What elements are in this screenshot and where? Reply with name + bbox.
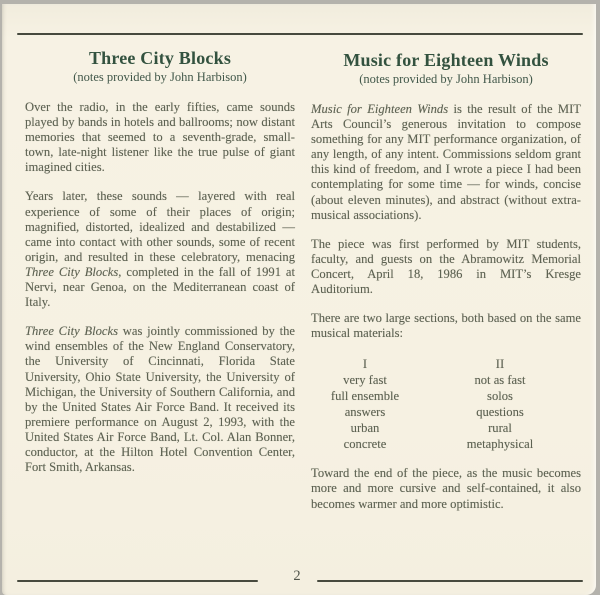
section-cell: urban [350, 421, 380, 436]
section-cell: metaphysical [466, 437, 534, 452]
section-cell: questions [476, 405, 524, 420]
sections-comparison-table [311, 356, 581, 452]
top-horizontal-rule [17, 33, 583, 35]
paragraph: Three City Blocks was jointly commissioned by the wind ensembles of the New England Conservatory, the University of Cincinnati, Florida State University, Ohio State University, the University of Michigan, the University of Southern California, and by the United States Air Force Band. It received its premiere performance on August 2, 1993, with the United States Air Force Band, Lt. Col. Alan Bonner, conductor, at the Hilton Hotel Convention Center, Fort Smith, Arkansas. [25, 324, 295, 475]
section-two-column [419, 356, 581, 452]
closing-paragraph: Toward the end of the piece, as the music becomes more and more cursive and self-contained, it also becomes warmer and more optimistic. [311, 466, 581, 511]
footer-rule-left [17, 580, 258, 582]
right-column-subtitle: (notes provided by John Harbison) [359, 72, 533, 86]
footer-rule-right [317, 580, 583, 582]
section-cell: not as fast [474, 373, 526, 388]
paragraph: The piece was first performed by MIT students, faculty, and guests on the Abramowitz Memorial Concert, April 18, 1986 in MIT’s Kresge Auditorium. [311, 236, 581, 297]
paragraph: There are two large sections, both based on the same musical materials: [311, 311, 581, 341]
paragraph: Years later, these sounds — layered with real experience of some of their places of origin; magnified, distorted, idealized and destabilized — came into contact with other sounds, some of recent origin, and resulted in these celebratory, menacing Three City Blocks, completed in the fall of 1991 at Nervi, near Genoa, on the Mediterranean coast of Italy. [25, 189, 295, 310]
section-cell: rural [488, 421, 512, 436]
left-column-subtitle: (notes provided by John Harbison) [73, 70, 247, 84]
left-column-three-city-blocks [25, 48, 295, 512]
section-cell: full ensemble [330, 389, 400, 404]
page-number: 2 [293, 568, 301, 584]
section-cell: solos [487, 389, 513, 404]
section-one-column [311, 356, 419, 452]
section-cell: very fast [343, 373, 387, 388]
left-column-title: Three City Blocks [88, 48, 232, 68]
two-column-layout [25, 48, 581, 512]
booklet-page [2, 4, 596, 595]
paragraph: Music for Eighteen Winds is the result of the MIT Arts Council’s generous invitation to compose something for any MIT performance organization, of any length, of any intent. Commissions seldom grant this kind of freedom, and I wrote a piece I had been contemplating for some time — for winds, concise (about eleven minutes), and abstract (without extra-musical associations). [311, 102, 581, 222]
right-column-title: Music for Eighteen Winds [343, 50, 549, 70]
section-cell: I [362, 357, 368, 372]
section-cell: answers [344, 405, 386, 420]
section-cell: concrete [343, 437, 387, 452]
section-cell: II [495, 357, 505, 372]
paragraph: Over the radio, in the early fifties, came sounds played by bands in hotels and ballrooms; now distant memories that seemed to a seventh-grade, small-town, late-night listener like the true pulse of giant imagined cities. [25, 100, 295, 175]
right-column-music-for-eighteen-winds [311, 48, 581, 512]
